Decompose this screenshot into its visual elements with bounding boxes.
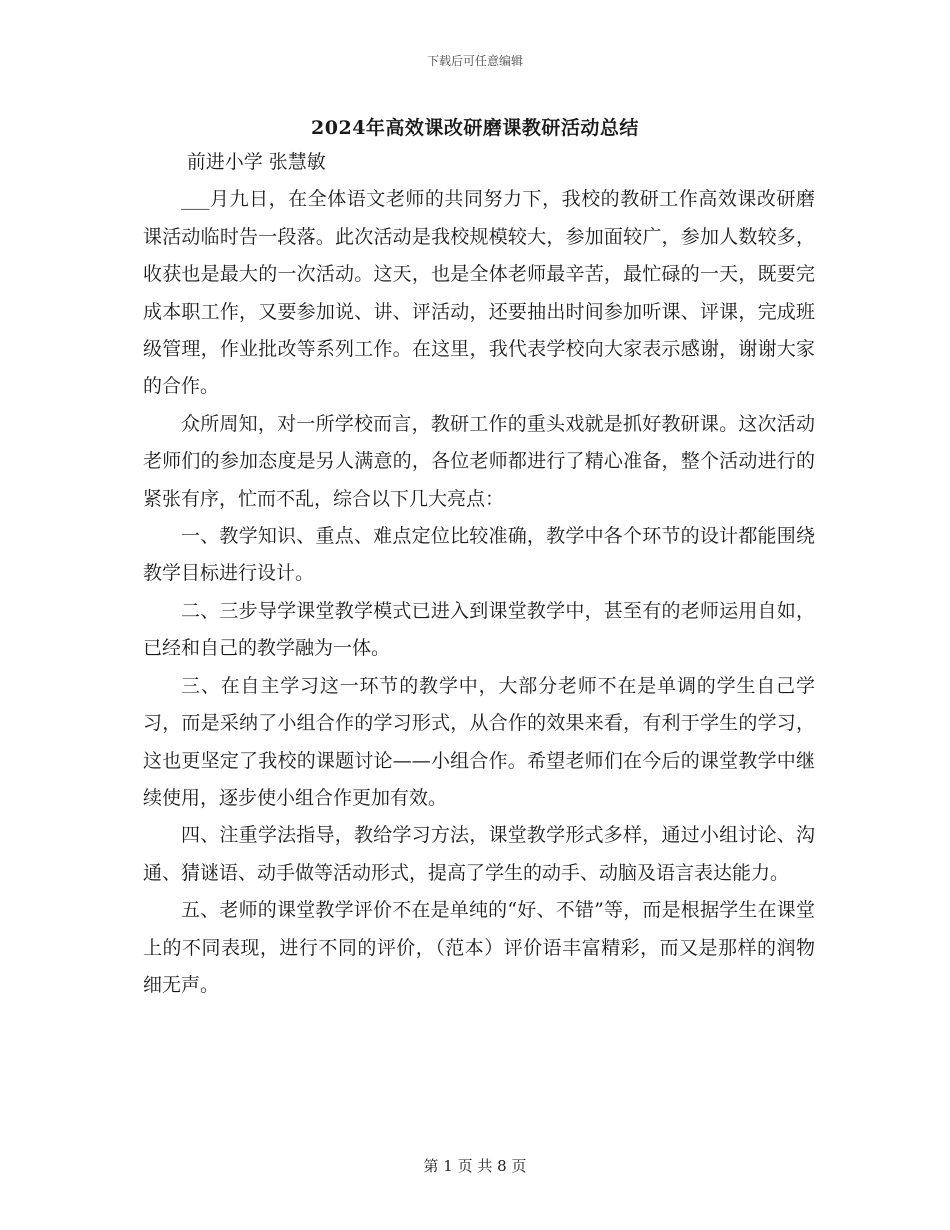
paragraph-point-2: 二、三步导学课堂教学模式已进入到课堂教学中，甚至有的老师运用自如，已经和自己的教学融为一体。 bbox=[143, 599, 815, 660]
page-header-note: 下载后可任意编辑 bbox=[426, 54, 523, 68]
paragraph-point-5: 五、老师的课堂教学评价不在是单纯的“好、不错”等，而是根据学生在课堂上的不同表现，进行不同的评价，（范本）评价语丰富精彩，而又是那样的润物细无声。 bbox=[143, 899, 815, 996]
paragraph-point-3: 三、在自主学习这一环节的教学中，大部分老师不在是单调的学生自己学习，而是采纳了小组合作的学习形式，从合作的效果来看，有利于学生的学习，这也更坚定了我校的课题讨论——小组合作。希望老师们在今后的课堂教学中继续使用，逐步使小组合作更加有效。 bbox=[143, 674, 815, 809]
author-line: 前进小学 张慧敏 bbox=[186, 151, 326, 173]
paragraph-intro: ___月九日，在全体语文老师的共同努力下，我校的教研工作高效课改研磨课活动临时告一段落。此次活动是我校规模较大，参加面较广，参加人数较多，收获也是最大的一次活动。这天，也是全体老师最辛苦，最忙碌的一天，既要完成本职工作，又要参加说、讲、评活动，还要抽出时间参加听课、评课，完成班级管理，作业批改等系列工作。在这里，我代表学校向大家表示感谢，谢谢大家的合作。 bbox=[143, 188, 815, 398]
page-number: 第 1 页 共 8 页 bbox=[423, 1157, 527, 1175]
document-body bbox=[143, 144, 815, 1004]
paragraph-point-4: 四、注重学法指导，教给学习方法，课堂教学形式多样，通过小组讨论、沟通、猜谜语、动手做等活动形式，提高了学生的动手、动脑及语言表达能力。 bbox=[143, 824, 815, 884]
document-title: 2024年高效课改研磨课教研活动总结 bbox=[311, 117, 639, 139]
paragraph-overview: 众所周知，对一所学校而言，教研工作的重头戏就是抓好教研课。这次活动老师们的参加态度是另人满意的，各位老师都进行了精心准备，整个活动进行的紧张有序，忙而不乱，综合以下几大亮点： bbox=[143, 412, 815, 510]
paragraph-point-1: 一、教学知识、重点、难点定位比较准确，教学中各个环节的设计都能围绕教学目标进行设计。 bbox=[143, 525, 815, 585]
